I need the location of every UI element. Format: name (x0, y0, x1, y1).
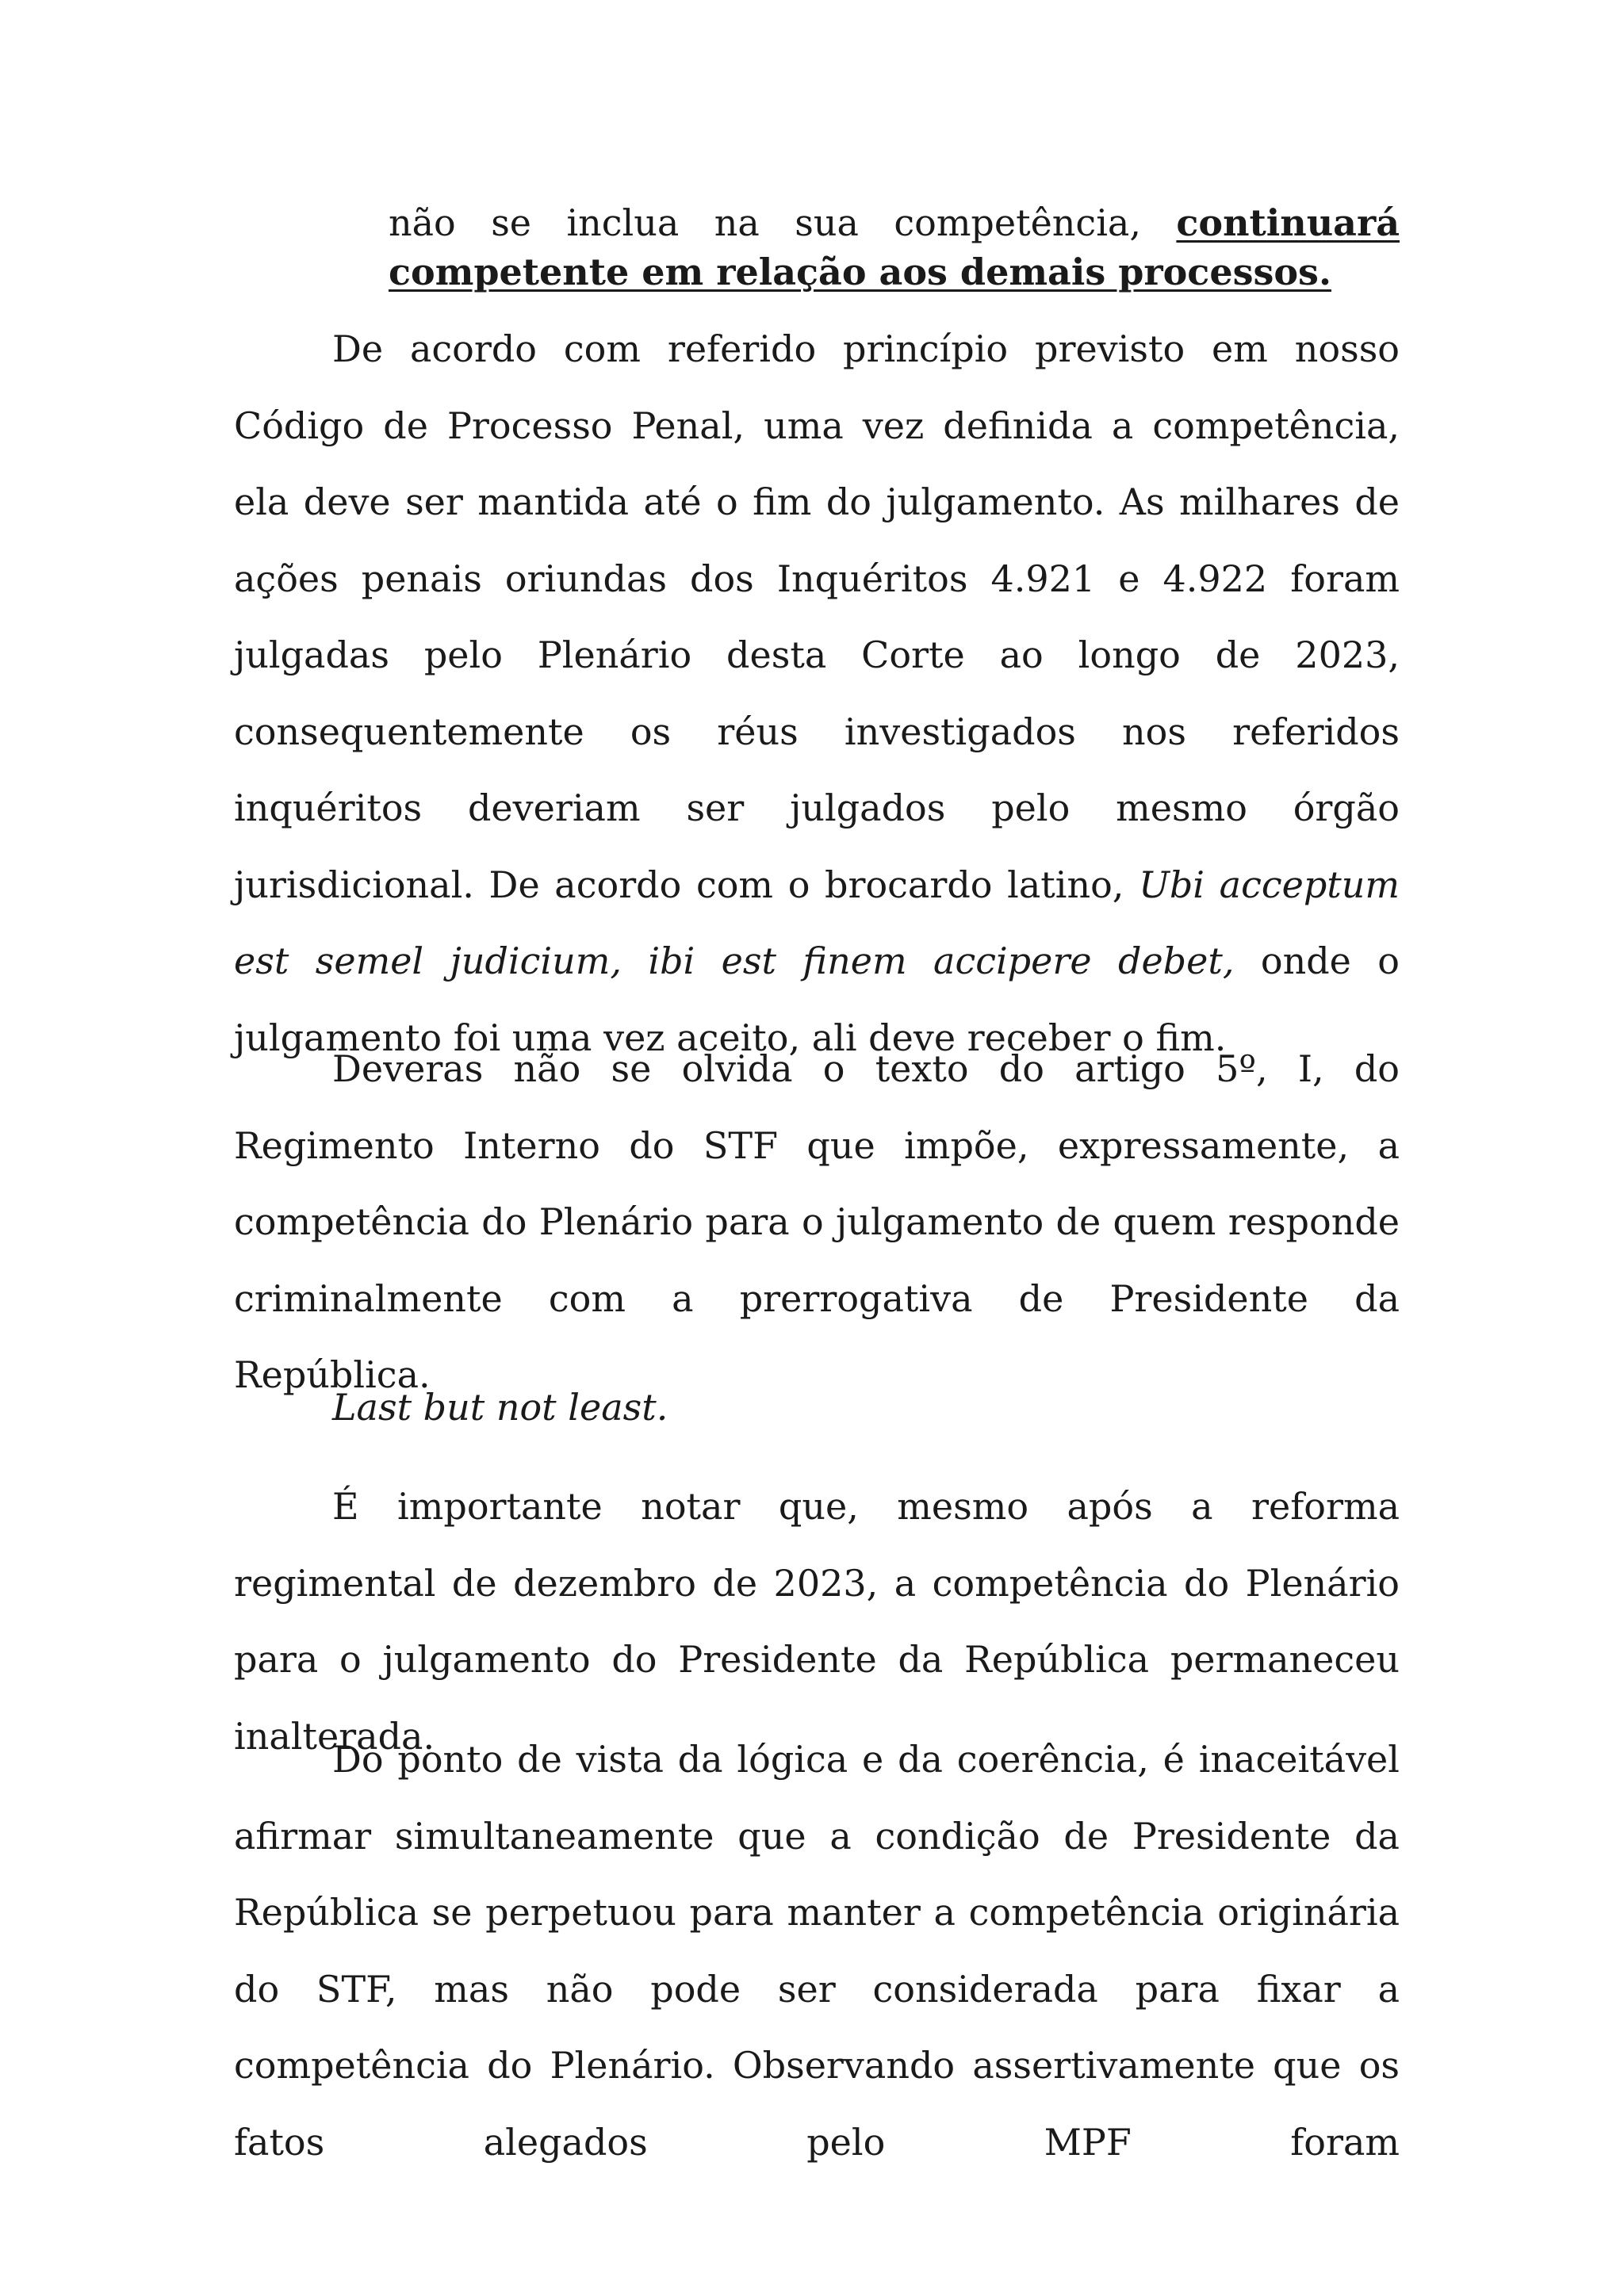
block-quote (389, 198, 1400, 297)
paragraph-text-before-latin: De acordo com referido princípio previsto em nosso Código de Processo Penal, uma vez definida a competência, ela deve ser mantida até o fim do julgamento. As milhares de ações penais oriundas dos Inquéritos 4.921 e 4.922 foram julgadas pelo Plenário desta Corte ao longo de 2023, consequentemente os réus investigados nos referidos inquéritos deveriam ser julgados pelo mesmo órgão jurisdicional. De acordo com o brocardo latino, (234, 327, 1400, 906)
paragraph-logic-and-coherence: Do ponto de vista da lógica e da coerência, é inaceitável afirmar simultaneamente que a condição de Presidente da República se perpetuou para manter a competência originária do STF, mas não pode ser considerada para fixar a competência do Plenário. Observando assertivamente que os fatos alegados pelo MPF foram (234, 1738, 1400, 2164)
paragraph-last-but-not-least (234, 1369, 1400, 1446)
paragraph-text-after-latin: onde o julgamento foi uma vez aceito, ali deve receber o fim. (234, 939, 1400, 1059)
quote-plain-text: não se inclua na sua competência, (389, 201, 1177, 244)
quote-emphasis-text: continuará competente em relação aos demais processos. (389, 201, 1400, 293)
latin-phrase: Ubi acceptum est semel judicium, ibi est finem accipere debet, (234, 863, 1400, 982)
paragraph-regimental-reform: É importante notar que, mesmo após a reforma regimental de dezembro de 2023, a competência do Plenário para o julgamento do Presidente da República permaneceu inalterada. (234, 1485, 1400, 1758)
italic-phrase: Last but not least. (332, 1386, 668, 1429)
paragraph-code-of-criminal-procedure (234, 311, 1400, 1076)
paragraph-internal-regulation: Deveras não se olvida o texto do artigo 5º, I, do Regimento Interno do STF que impõe, expressamente, a competência do Plenário para o julgamento de quem responde criminalmente com a prerrogativa de Presidente da República. (234, 1047, 1400, 1396)
